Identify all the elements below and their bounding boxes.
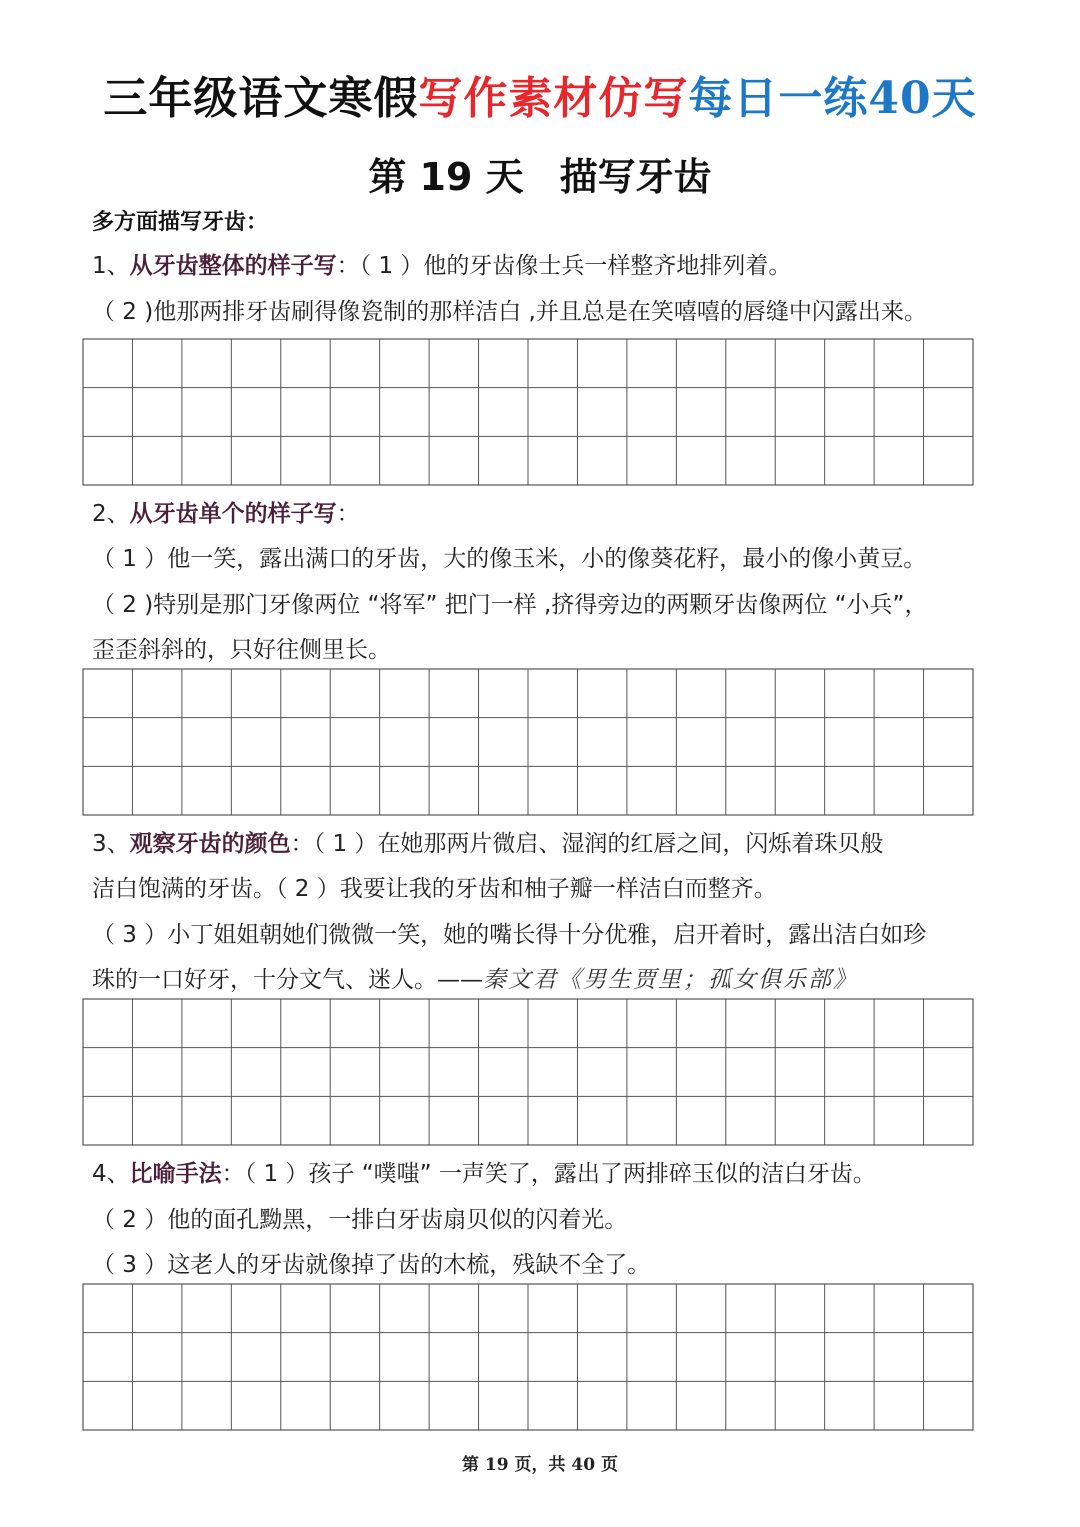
section-1-number: 1、 [92, 253, 130, 279]
writing-grid-2[interactable] [82, 668, 974, 816]
section-3-text-4: 珠的一口好牙，十分文气、迷人。—— [92, 967, 483, 993]
page-title [0, 62, 1080, 126]
writing-grid-1[interactable] [82, 338, 974, 486]
title-part-2: 写作素材仿写 [418, 73, 689, 124]
subtitle-topic: 描写牙齿 [559, 155, 712, 199]
section-3-line-3: （ 3 ）小丁姐姐朝她们微微一笑，她的嘴长得十分优雅，启开着时，露出洁白如珍 [92, 922, 927, 948]
writing-grid-3[interactable] [82, 998, 974, 1146]
section-3-number: 3、 [92, 831, 130, 857]
intro-text: 多方面描写牙齿： [92, 210, 269, 235]
section-1-line-2: （ 2 )他那两排牙齿刷得像瓷制的那样洁白 ,并且总是在笑嘻嘻的唇缝中闪露出来。 [92, 299, 927, 325]
section-1-line-1 [92, 252, 791, 280]
page-subtitle [0, 146, 1080, 201]
section-3-line-2: 洁白饱满的牙齿。（ 2 ）我要让我的牙齿和柚子瓣一样洁白而整齐。 [92, 876, 777, 902]
section-2-line-2: （ 1 ）他一笑，露出满口的牙齿，大的像玉米，小的像葵花籽，最小的像小黄豆。 [92, 546, 927, 572]
footer-total: 40 [571, 1455, 596, 1475]
footer-prefix: 第 [461, 1455, 479, 1475]
section-3-line-4 [92, 966, 858, 994]
section-2-line-1 [92, 500, 360, 528]
footer-page: 19 [484, 1455, 509, 1475]
section-4-heading: 比喻手法 [129, 1161, 222, 1187]
section-1-text-1: ：（ 1 ）他的牙齿像士兵一样整齐地排列着。 [336, 253, 792, 279]
section-3-heading: 观察牙齿的颜色 [129, 831, 291, 857]
section-4-line-3: （ 3 ）这老人的牙齿就像掉了齿的木梳，残缺不全了。 [92, 1252, 651, 1278]
writing-grid-4[interactable] [82, 1283, 974, 1431]
section-2-text-1: ： [336, 501, 360, 527]
footer-suffix: 页 [601, 1455, 619, 1475]
section-2-line-4: 歪歪斜斜的，只好往侧里长。 [92, 637, 391, 663]
section-2-line-3: （ 2 )特别是那门牙像两位 “将军” 把门一样 ,挤得旁边的两颗牙齿像两位 “小兵”， [92, 592, 928, 618]
section-3-text-1: ：（ 1 ）在她那两片微启、湿润的红唇之间，闪烁着珠贝般 [290, 831, 884, 857]
section-1-heading: 从牙齿整体的样子写 [129, 253, 337, 279]
section-4-line-1 [92, 1160, 876, 1188]
section-4-text-1: ：（ 1 ）孩子 “噗嗤” 一声笑了，露出了两排碎玉似的洁白牙齿。 [221, 1161, 876, 1187]
section-4-line-2: （ 2 ）他的面孔黝黑，一排白牙齿扇贝似的闪着光。 [92, 1207, 628, 1233]
section-2-heading: 从牙齿单个的样子写 [129, 501, 337, 527]
subtitle-day: 第 19 天 [368, 155, 524, 199]
title-part-1: 三年级语文寒假 [103, 73, 419, 124]
section-3-line-1 [92, 830, 883, 858]
page-footer [0, 1450, 1080, 1475]
title-part-3: 每日一练40天 [688, 73, 977, 124]
section-4-number: 4、 [92, 1161, 130, 1187]
section-2-number: 2、 [92, 501, 130, 527]
footer-middle: 页，共 [514, 1455, 566, 1475]
section-3-source: 秦文君《男生贾里；孤女俱乐部》 [483, 967, 858, 993]
